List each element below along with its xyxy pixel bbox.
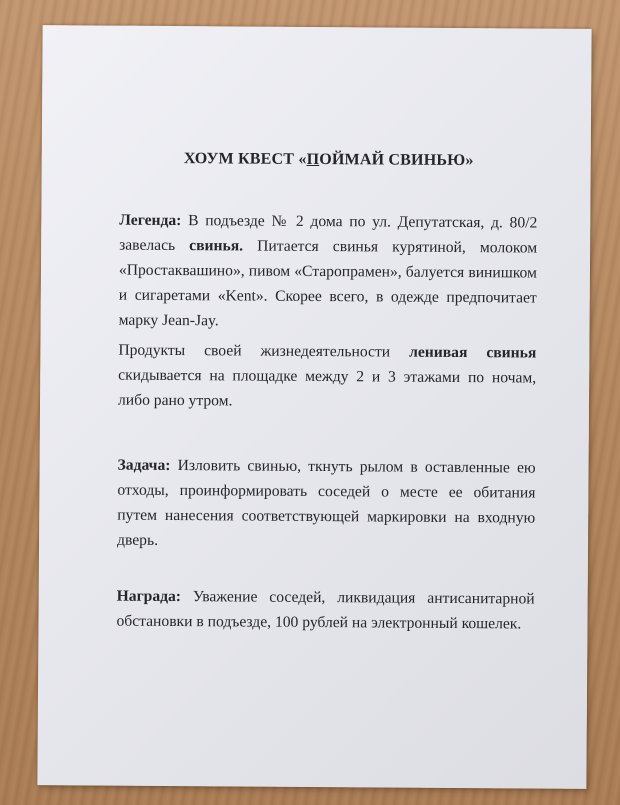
notice-title [120,146,538,174]
products-paragraph [118,338,537,416]
products-text-1: Продукты своей жизнедеятельности [118,341,410,361]
products-text-2: скидывается на площадке между 2 и 3 этажами по ночам, либо рано утром. [117,366,537,410]
task-text: Изловить свинью, ткнуть рылом в оставленные ею отходы, проинформировать соседей о месте ее обитания путем нанесения соответствующей маркировки на входную дверь. [117,456,536,549]
products-bold-phrase: ленивая свинья [409,343,537,362]
notice-content [116,26,539,633]
legend-paragraph [119,208,538,336]
legend-text-1: В подъезде № 2 дома по ул. Депутатская, д. 80/2 завелась [119,212,538,255]
reward-text: Уважение соседей, ликвидация антисанитарной обстановки в подъезде, 100 рублей на электронный кошелек. [116,588,535,633]
title-end: ОЙМАЙ СВИНЬЮ» [319,151,474,170]
legend-label: Легенда: [119,211,182,230]
title-start: ХОУМ КВЕСТ « [183,150,307,168]
task-label: Задача: [117,456,171,474]
title-underlined-letter: П [306,150,320,169]
legend-text-2: Питается свинья курятиной, молоком «Простаквашино», пивом «Старопрамен», балуется винишком и сигаретами «Kent». Скорее всего, в одежде предпочитает марку Jean-Jay. [118,237,538,330]
paper-sheet [37,25,591,789]
reward-paragraph [116,584,534,637]
legend-bold-word: свинья. [189,237,244,255]
reward-label: Награда: [116,587,182,606]
task-paragraph [117,453,536,556]
